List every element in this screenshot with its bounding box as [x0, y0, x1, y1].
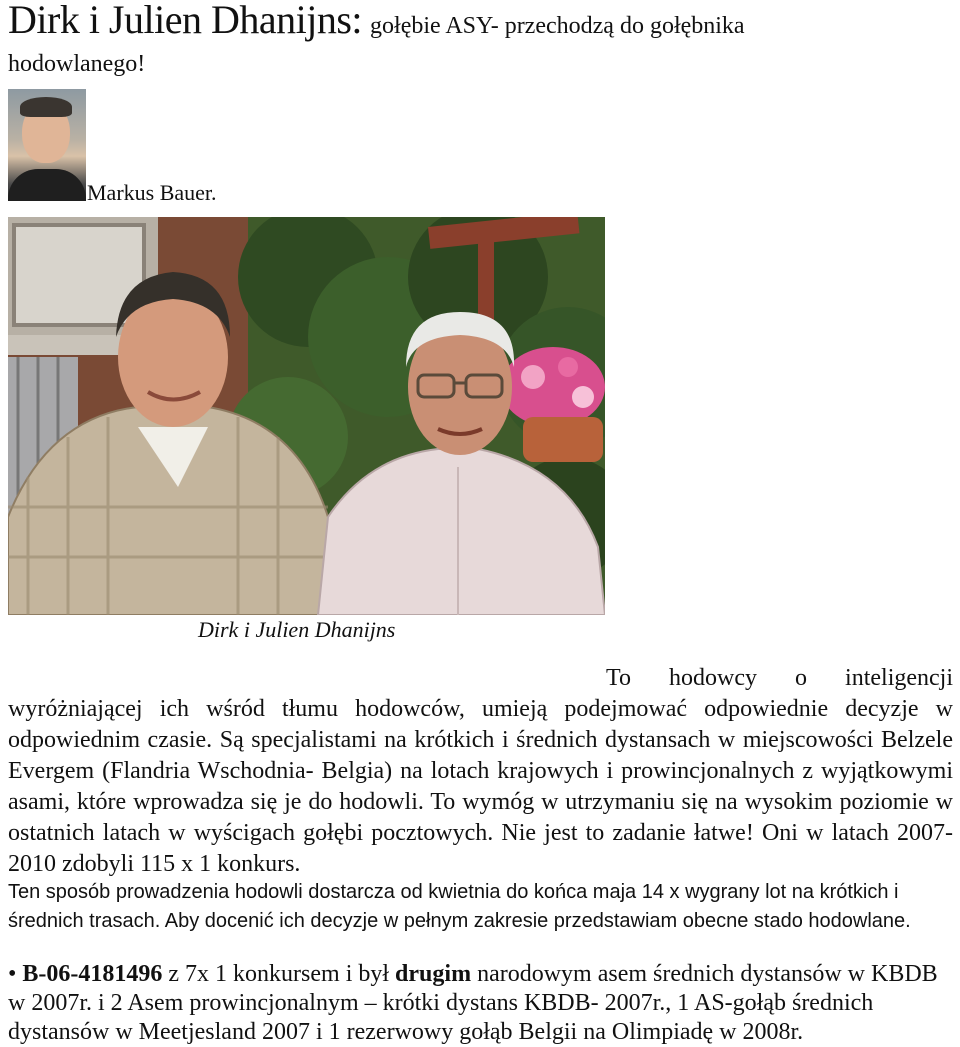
ring-number: B-06-4181496 — [22, 961, 163, 987]
bullet-marker: • — [8, 961, 17, 987]
author-avatar — [8, 89, 86, 201]
title-sub: gołębie ASY- przechodzą do gołębnika — [370, 13, 745, 39]
article-bullet-item — [8, 960, 960, 1047]
bullet-text-a: z 7x 1 konkursem i był — [162, 961, 396, 987]
article-paragraph-results: Ten sposób prowadzenia hodowli dostarcza od kwietnia do końca maja 14 x wygrany lot na krótkich i średnich trasach. Aby docenić ich decyzje w pełnym zakresie przedstawiam obecne stado hodowlane. — [8, 881, 911, 932]
bold-word: drugim — [395, 961, 472, 987]
paragraph-text: To hodowcy o inteligencji wyróżniającej ich wśród tłumu hodowców, umieją podejmować odpowiednie decyzje w odpowiednim czasie. Są specjalistami na krótkich i średnich dystansach w miejscowości Belzele Evergem (Flandria Wschodnia- Belgia) na lotach krajowych i prowincjonalnych z wyjątkowymi asami, które wprowadza się je do hodowli. To wymóg w utrzymaniu się na wysokim poziomie w ostatnich latach w wyścigach gołębi pocztowych. Nie jest to zadanie łatwe! Oni w latach 2007-2010 zdobyli 115 x 1 konkurs. — [8, 665, 953, 877]
title-main: Dirk i Julien Dhanijns: — [8, 0, 363, 42]
article-paragraph-intro — [8, 663, 953, 880]
author-name: Markus Bauer. — [87, 180, 217, 205]
photo-caption: Dirk i Julien Dhanijns — [198, 617, 396, 642]
bullet-text-b: narodowym asem średnich dystansów w KBDB w 2007r. i 2 Asem prowincjonalnym – krótki dystans KBDB- 2007r., 1 AS-gołąb średnich dystansów w Meetjesland 2007 i 1 rezerwowy gołąb Belgii na Olimpiadę w 2008r. — [8, 961, 938, 1045]
title-continuation: hodowlanego! — [8, 51, 146, 77]
article-title — [8, 0, 948, 49]
breeders-photo — [8, 217, 605, 615]
